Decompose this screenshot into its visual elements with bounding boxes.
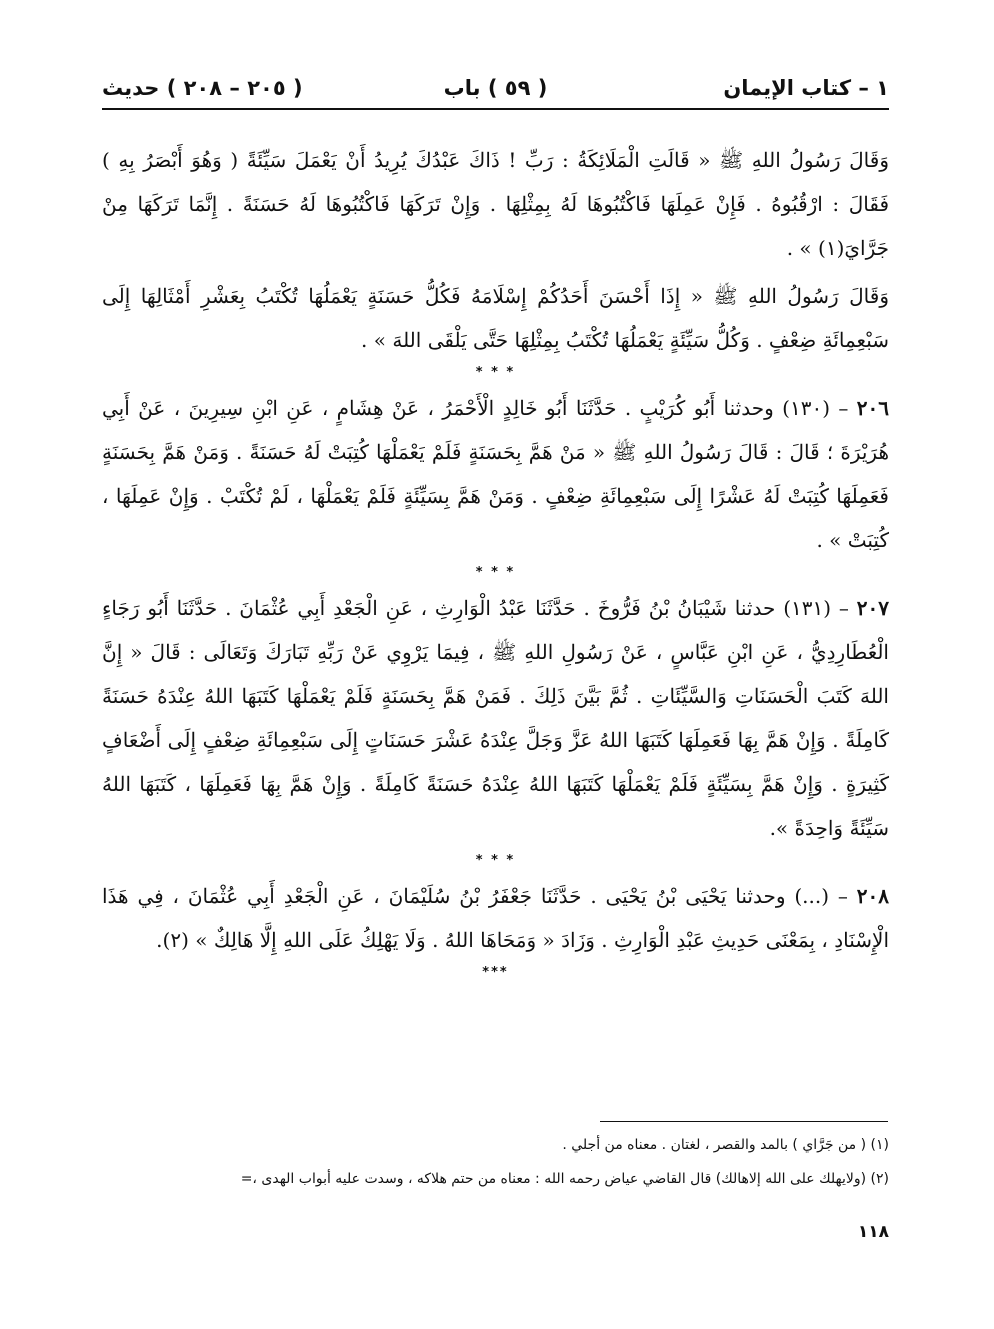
- paragraph-text: وَقَالَ رَسُولُ اللهِ ﷺ « إِذَا أَحْسَنَ أَحَدُكُمْ إِسْلَامَهُ فَكُلُّ حَسَنَةٍ يَعْمَلُهَا تُكْتَبُ بِعَشْرِ أَمْثَالِهَا إِلَى سَبْعِمِائَةِ ضِعْفٍ . وَكُلُّ سَيِّئَةٍ يَعْمَلُهَا تُكْتَبُ بِمِثْلِهَا حَتَّى يَلْقَى اللهَ » .: [102, 284, 889, 352]
- hadith-number: ٢٠٦: [856, 396, 889, 420]
- paragraph-text: – (...) وحدثنا يَحْيَى بْنُ يَحْيَى . حَدَّثَنَا جَعْفَرُ بْنُ سُلَيْمَانَ ، عَنِ الْجَعْدِ أَبِي عُثْمَانَ ، فِي هَذَا الْإِسْنَادِ ، بِمَعْنَى حَدِيثِ عَبْدِ الْوَارِثِ . وَزَادَ « وَمَحَاهَا اللهُ . وَلَا يَهْلِكُ عَلَى اللهِ إِلَّا هَالِكٌ » (٢).: [102, 884, 889, 952]
- end-separator: ***: [482, 965, 509, 980]
- hadith-206: [102, 386, 889, 562]
- hadith-range: ( ٢٠٥ – ٢٠٨ ) حديث: [102, 76, 303, 100]
- footnotes: [102, 1128, 889, 1196]
- hadith-207: [102, 586, 889, 850]
- paragraph-text: – (١٣٠) وحدثنا أَبُو كُرَيْبٍ . حَدَّثَنَا أَبُو خَالِدٍ الْأَحْمَرُ ، عَنْ هِشَامٍ ، عَنِ ابْنِ سِيرِينَ ، عَنْ أَبِي هُرَيْرَةَ ؛ قَالَ : قَالَ رَسُولُ اللهِ ﷺ « مَنْ هَمَّ بِحَسَنَةٍ فَلَمْ يَعْمَلْهَا كُتِبَتْ لَهُ حَسَنَةً . وَمَنْ هَمَّ بِحَسَنَةٍ فَعَمِلَهَا كُتِبَتْ لَهُ عَشْرًا إِلَى سَبْعِمِائَةِ ضِعْفٍ . وَمَنْ هَمَّ بِسَيِّئَةٍ فَلَمْ يَعْمَلْهَا ، لَمْ تُكْتَبْ . وَإِنْ عَمِلَهَا ، كُتِبَتْ » .: [102, 396, 889, 552]
- footnote-divider: [600, 1121, 888, 1122]
- section-separator: * * *: [475, 853, 516, 868]
- hadith-number: ٢٠٨: [856, 884, 889, 908]
- main-text: [102, 138, 889, 986]
- page-number: ١١٨: [857, 1222, 889, 1242]
- book-title: ١ – كتاب الإيمان: [723, 76, 889, 100]
- header-divider: [102, 108, 889, 110]
- paragraph-intro-1: [102, 138, 889, 270]
- paragraph-text: وَقَالَ رَسُولُ اللهِ ﷺ « قَالَتِ الْمَلَائِكَةُ : رَبِّ ! ذَاكَ عَبْدُكَ يُرِيدُ أَنْ يَعْمَلَ سَيِّئَةً ( وَهُوَ أَبْصَرُ بِهِ ) فَقَالَ : ارْقُبُوهُ . فَإِنْ عَمِلَهَا فَاكْتُبُوهَا لَهُ بِمِثْلِهَا . وَإِنْ تَرَكَهَا فَاكْتُبُوهَا لَهُ حَسَنَةً . إِنَّمَا تَرَكَهَا مِنْ جَرَّايَ(١) » .: [102, 148, 889, 260]
- paragraph-intro-2: [102, 274, 889, 362]
- hadith-number: ٢٠٧: [856, 596, 889, 620]
- running-header: [102, 70, 889, 110]
- hadith-208: [102, 874, 889, 962]
- section-separator: * * *: [475, 565, 516, 580]
- section-separator: * * *: [475, 365, 516, 380]
- paragraph-text: – (١٣١) حدثنا شَيْبَانُ بْنُ فَرُّوخَ . حَدَّثَنَا عَبْدُ الْوَارِثِ ، عَنِ الْجَعْدِ أَبِي عُثْمَانَ . حَدَّثَنَا أَبُو رَجَاءٍ الْعُطَارِدِيُّ ، عَنِ ابْنِ عَبَّاسٍ ، عَنْ رَسُولِ اللهِ ﷺ ، فِيمَا يَرْوِي عَنْ رَبِّهِ تَبَارَكَ وَتَعَالَى : قَالَ « إِنَّ اللهَ كَتَبَ الْحَسَنَاتِ وَالسَّيِّئَاتِ . ثُمَّ بَيَّنَ ذَلِكَ . فَمَنْ هَمَّ بِحَسَنَةٍ فَلَمْ يَعْمَلْهَا كَتَبَهَا اللهُ عِنْدَهُ حَسَنَةً كَامِلَةً . وَإِنْ هَمَّ بِهَا فَعَمِلَهَا كَتَبَهَا اللهُ عَزَّ وَجَلَّ عِنْدَهُ عَشْرَ حَسَنَاتٍ إِلَى سَبْعِمِائَةِ ضِعْفٍ إِلَى أَضْعَافٍ كَثِيرَةٍ . وَإِنْ هَمَّ بِسَيِّئَةٍ فَلَمْ يَعْمَلْهَا كَتَبَهَا اللهُ عِنْدَهُ حَسَنَةً كَامِلَةً . وَإِنْ هَمَّ بِهَا فَعَمِلَهَا ، كَتَبَهَا اللهُ سَيِّئَةً وَاحِدَةً ».: [102, 596, 889, 840]
- footnote-2: (٢) (ولايهلك على الله إلاهالك) قال القاضي عياض رحمه الله : معناه من حتم هلاكه ، وسدت عليه أبواب الهدى ،=: [240, 1171, 889, 1187]
- footnote-1: (١) ( من جَرَّاي ) بالمد والقصر ، لغتان . معناه من أجلي .: [562, 1137, 889, 1153]
- chapter-label: ( ٥٩ ) باب: [443, 76, 548, 100]
